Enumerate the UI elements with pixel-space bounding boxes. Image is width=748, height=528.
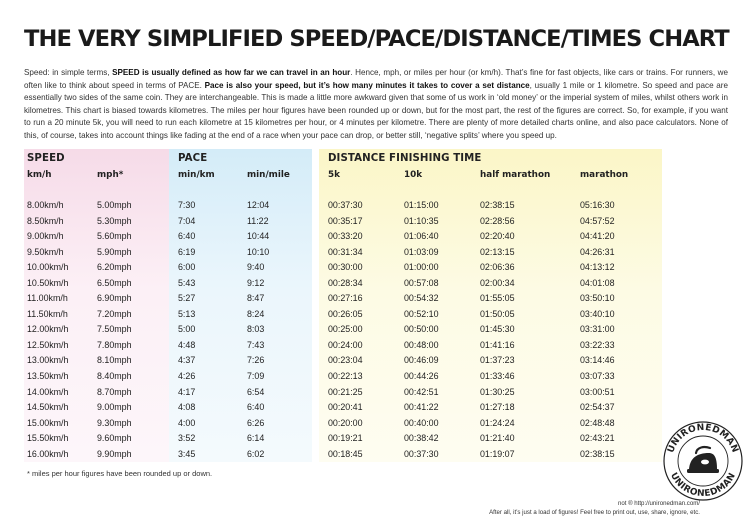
table-cell: 10:44 [247, 231, 270, 242]
table-cell: 6:02 [247, 448, 265, 459]
table-cell: 04:01:08 [580, 277, 615, 288]
table-row [0, 214, 748, 230]
unironedman-logo [662, 420, 744, 502]
table-row [0, 385, 748, 401]
table-cell: 8.40mph [97, 371, 132, 382]
table-cell: 01:50:05 [480, 308, 515, 319]
table-cell: 6:00 [178, 262, 196, 273]
table-cell: 03:50:10 [580, 293, 615, 304]
table-row [0, 260, 748, 276]
column-header-mph: mph* [97, 170, 124, 180]
table-cell: 6.90mph [97, 293, 132, 304]
table-cell: 00:41:22 [404, 402, 439, 413]
table-cell: 00:27:16 [328, 293, 363, 304]
table-cell: 5:00 [178, 324, 196, 335]
table-cell: 9.30mph [97, 417, 132, 428]
table-cell: 15.00km/h [27, 417, 69, 428]
table-cell: 02:13:15 [480, 246, 515, 257]
table-cell: 4:26 [178, 371, 196, 382]
table-cell: 01:00:00 [404, 262, 439, 273]
table-cell: 5:27 [178, 293, 196, 304]
table-cell: 01:30:25 [480, 386, 515, 397]
table-cell: 5.60mph [97, 231, 132, 242]
table-row [0, 307, 748, 323]
table-cell: 00:37:30 [328, 200, 363, 210]
table-cell: 9.90mph [97, 448, 132, 459]
table-cell: 01:15:00 [404, 200, 439, 210]
table-cell: 9:40 [247, 262, 265, 273]
table-cell: 02:28:56 [480, 215, 515, 226]
table-row [0, 291, 748, 307]
intro-text-3: , usually 1 mile or 1 kilometre. So speed and pace are essentially two sides of the same coin. They are interchangeable. This is made a little more awkward given that some of us work in ‘old money’ or the imperial system of miles, whilst others work in kilometres. This chart is biased towards kilometres. The miles per hour figures have been rounded up or down, but for the most part, the rest of the figures are correct. So, for example, if you want to run a 20 minute 5k, you will need to run each kilometre at 15 kilometres per hour, or 4 minutes per kilometre. There are plenty of more detailed charts online, and also pace calculators. None of this, of course, takes into account things like fading at the end of a race when your pace can drop, or better still, ‘negative splits’ where you speed up. [24, 80, 728, 140]
table-cell: 03:14:46 [580, 355, 615, 366]
table-cell: 01:21:40 [480, 433, 515, 444]
table-cell: 00:26:05 [328, 308, 363, 319]
table-cell: 7:43 [247, 339, 265, 350]
table-cell: 12.00km/h [27, 324, 69, 335]
table-cell: 00:22:13 [328, 371, 363, 382]
table-cell: 00:52:10 [404, 308, 439, 319]
table-cell: 01:45:30 [480, 324, 515, 335]
table-cell: 00:30:00 [328, 262, 363, 273]
table-cell: 9.50km/h [27, 246, 64, 257]
table-cell: 13.00km/h [27, 355, 69, 366]
table-cell: 12:04 [247, 200, 270, 210]
table-cell: 14.00km/h [27, 386, 69, 397]
table-cell: 00:18:45 [328, 448, 363, 459]
table-cell: 03:00:51 [580, 386, 615, 397]
table-cell: 01:24:24 [480, 417, 515, 428]
table-cell: 9:12 [247, 277, 265, 288]
table-cell: 03:40:10 [580, 308, 615, 319]
table-cell: 5.30mph [97, 215, 132, 226]
table-cell: 00:57:08 [404, 277, 439, 288]
table-cell: 6.50mph [97, 277, 132, 288]
table-cell: 00:24:00 [328, 339, 363, 350]
column-header-half-marathon: half marathon [480, 170, 551, 180]
table-cell: 6:14 [247, 433, 265, 444]
table-cell: 7:26 [247, 355, 265, 366]
table-cell: 6:54 [247, 386, 265, 397]
table-row [0, 400, 748, 416]
page-title: THE VERY SIMPLIFIED SPEED/PACE/DISTANCE/TIMES CHART [24, 26, 729, 52]
table-cell: 7.20mph [97, 308, 132, 319]
table-row [0, 447, 748, 463]
column-header-kmh: km/h [27, 170, 52, 180]
table-cell: 02:43:21 [580, 433, 615, 444]
table-cell: 00:19:21 [328, 433, 363, 444]
footer-credit: After all, it’s just a load of figures! Feel free to print out, use, share, ignore, etc. [489, 509, 700, 516]
table-cell: 00:46:09 [404, 355, 439, 366]
table-cell: 9.00mph [97, 402, 132, 413]
table-row [0, 229, 748, 245]
section-header-distance: DISTANCE FINISHING TIME [328, 153, 482, 164]
table-cell: 10.50km/h [27, 277, 69, 288]
table-cell: 01:06:40 [404, 231, 439, 242]
table-cell: 03:31:00 [580, 324, 615, 335]
table-cell: 01:03:09 [404, 246, 439, 257]
table-cell: 8:24 [247, 308, 265, 319]
table-cell: 5.00mph [97, 200, 132, 210]
table-cell: 01:37:23 [480, 355, 515, 366]
table-cell: 5.90mph [97, 246, 132, 257]
table-cell: 9.60mph [97, 433, 132, 444]
table-cell: 7.80mph [97, 339, 132, 350]
intro-text-1: Speed: in simple terms, [24, 68, 113, 77]
table-cell: 01:55:05 [480, 293, 515, 304]
column-header-marathon: marathon [580, 170, 629, 180]
table-cell: 00:44:26 [404, 371, 439, 382]
table-cell: 00:33:20 [328, 231, 363, 242]
table-cell: 04:57:52 [580, 215, 615, 226]
logo-text-bottom: UNIRONEDMAN [667, 471, 739, 500]
section-header-speed: SPEED [27, 153, 65, 164]
table-cell: 00:37:30 [404, 448, 439, 459]
table-cell: 11.00km/h [27, 293, 68, 304]
table-cell: 3:45 [178, 448, 196, 459]
logo-text-top: UNIRONEDMAN [666, 422, 740, 455]
table-cell: 8:47 [247, 293, 265, 304]
table-cell: 6:26 [247, 417, 265, 428]
table-cell: 10:10 [247, 246, 270, 257]
footer-url: not ® http://unironedman.com/ [617, 500, 700, 507]
table-row [0, 369, 748, 385]
section-header-pace: PACE [178, 153, 208, 164]
times-table [0, 198, 748, 462]
table-cell: 01:33:46 [480, 371, 515, 382]
table-cell: 04:13:12 [580, 262, 615, 273]
table-cell: 00:50:00 [404, 324, 439, 335]
table-cell: 00:40:00 [404, 417, 439, 428]
table-cell: 00:21:25 [328, 386, 363, 397]
table-cell: 4:00 [178, 417, 196, 428]
table-cell: 00:31:34 [328, 246, 363, 257]
table-cell: 01:27:18 [480, 402, 515, 413]
table-cell: 8.70mph [97, 386, 132, 397]
table-cell: 7.50mph [97, 324, 132, 335]
table-cell: 8:03 [247, 324, 265, 335]
column-header-min-mile: min/mile [247, 170, 290, 180]
table-cell: 6:19 [178, 246, 196, 257]
table-cell: 8.50km/h [27, 215, 64, 226]
table-cell: 00:20:00 [328, 417, 363, 428]
table-cell: 02:48:48 [580, 417, 615, 428]
column-header-5k: 5k [328, 170, 340, 180]
table-cell: 01:10:35 [404, 215, 439, 226]
table-cell: 02:38:15 [580, 448, 615, 459]
table-cell: 11.50km/h [27, 308, 68, 319]
table-cell: 4:37 [178, 355, 196, 366]
table-cell: 3:52 [178, 433, 196, 444]
table-cell: 5:13 [178, 308, 196, 319]
table-cell: 00:42:51 [404, 386, 439, 397]
table-cell: 00:20:41 [328, 402, 363, 413]
table-cell: 10.00km/h [27, 262, 69, 273]
table-cell: 00:48:00 [404, 339, 439, 350]
table-cell: 5:43 [178, 277, 196, 288]
table-cell: 9.00km/h [27, 231, 64, 242]
intro-paragraph [24, 67, 728, 142]
table-row [0, 276, 748, 292]
table-cell: 14.50km/h [27, 402, 69, 413]
table-cell: 00:38:42 [404, 433, 439, 444]
table-cell: 4:17 [178, 386, 196, 397]
table-cell: 12.50km/h [27, 339, 69, 350]
table-cell: 7:04 [178, 215, 196, 226]
table-row [0, 322, 748, 338]
table-cell: 00:35:17 [328, 215, 363, 226]
table-cell: 6:40 [178, 231, 196, 242]
table-cell: 6.20mph [97, 262, 132, 273]
table-cell: 02:06:36 [480, 262, 515, 273]
table-cell: 00:54:32 [404, 293, 439, 304]
table-row [0, 431, 748, 447]
table-cell: 04:41:20 [580, 231, 615, 242]
table-cell: 11:22 [247, 215, 269, 226]
table-cell: 01:19:07 [480, 448, 515, 459]
footnote: * miles per hour figures have been rounded up or down. [27, 469, 213, 478]
intro-text-2: . Hence, mph, or miles per hour (or km/h). That’s fine for fast objects, like cars or trains. For runners, we often like to think about speed in terms of PACE. [24, 68, 728, 90]
table-cell: 00:28:34 [328, 277, 363, 288]
table-cell: 16.00km/h [27, 448, 69, 459]
intro-bold-1: SPEED is usually defined as how far we can travel in an hour [112, 68, 351, 77]
intro-bold-2: Pace is also your speed, but it’s how many minutes it takes to cover a set distance [204, 80, 530, 90]
table-cell: 4:08 [178, 402, 196, 413]
table-row [0, 338, 748, 354]
table-cell: 8.10mph [97, 355, 132, 366]
column-header-10k: 10k [404, 170, 423, 180]
table-cell: 03:22:33 [580, 339, 615, 350]
table-cell: 00:23:04 [328, 355, 363, 366]
table-cell: 02:00:34 [480, 277, 515, 288]
table-cell: 02:20:40 [480, 231, 515, 242]
table-cell: 02:38:15 [480, 200, 515, 210]
table-cell: 8.00km/h [27, 200, 64, 210]
table-cell: 05:16:30 [580, 200, 615, 210]
table-cell: 4:48 [178, 339, 196, 350]
table-row [0, 416, 748, 432]
table-cell: 00:25:00 [328, 324, 363, 335]
table-cell: 04:26:31 [580, 246, 615, 257]
table-cell: 03:07:33 [580, 371, 615, 382]
table-row [0, 198, 748, 214]
table-cell: 6:40 [247, 402, 265, 413]
table-cell: 7:30 [178, 200, 196, 210]
table-cell: 02:54:37 [580, 402, 615, 413]
column-header-min-km: min/km [178, 170, 215, 180]
table-row [0, 245, 748, 261]
table-cell: 01:41:16 [480, 339, 515, 350]
table-cell: 13.50km/h [27, 371, 69, 382]
table-row [0, 353, 748, 369]
table-cell: 7:09 [247, 371, 265, 382]
table-cell: 15.50km/h [27, 433, 69, 444]
